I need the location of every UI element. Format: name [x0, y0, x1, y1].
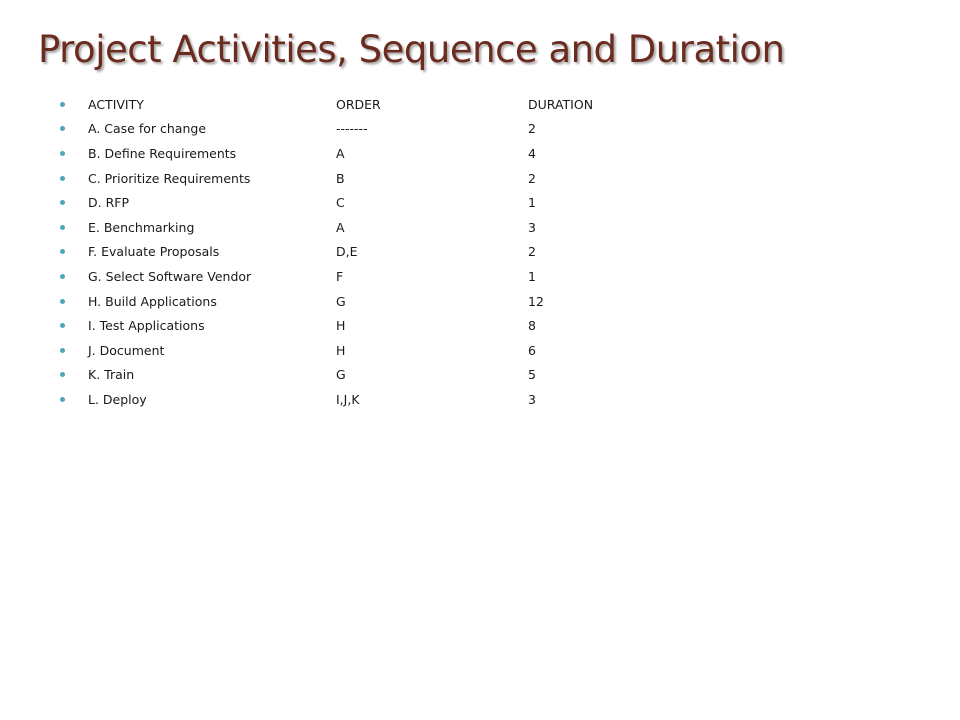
activity-name: J. Document [88, 342, 165, 358]
activity-name: L. Deploy [88, 391, 147, 407]
bullet-icon [60, 102, 65, 107]
header-order: ORDER [336, 96, 381, 112]
activity-order: I,J,K [336, 391, 360, 407]
activity-duration: 12 [528, 293, 544, 309]
activity-duration: 6 [528, 342, 536, 358]
bullet-icon [60, 348, 65, 353]
slide-title: Project Activities, Sequence and Duration [38, 28, 785, 71]
activity-duration: 3 [528, 219, 536, 235]
activity-duration: 2 [528, 121, 536, 137]
activity-name: I. Test Applications [88, 318, 205, 334]
activity-order: A [336, 219, 345, 235]
activity-name: E. Benchmarking [88, 219, 195, 235]
activity-order: B [336, 170, 345, 186]
bullet-icon [60, 225, 65, 230]
activity-name: D. RFP [88, 195, 129, 211]
bullet-icon [60, 372, 65, 377]
activity-duration: 1 [528, 268, 536, 284]
bullet-icon [60, 299, 65, 304]
activity-duration: 3 [528, 391, 536, 407]
activity-duration: 4 [528, 145, 536, 161]
activity-name: C. Prioritize Requirements [88, 170, 251, 186]
header-duration: DURATION [528, 96, 594, 112]
header-activity: ACTIVITY [88, 96, 144, 112]
activity-order: H [336, 342, 346, 358]
activity-duration: 8 [528, 318, 536, 334]
activity-order: H [336, 318, 346, 334]
bullet-icon [60, 323, 65, 328]
activity-duration: 2 [528, 170, 536, 186]
activity-order: ------- [336, 121, 368, 137]
activity-duration: 2 [528, 244, 536, 260]
activity-name: H. Build Applications [88, 293, 217, 309]
bullet-icon [60, 126, 65, 131]
activity-order: C [336, 195, 345, 211]
bullet-icon [60, 397, 65, 402]
bullet-icon [60, 249, 65, 254]
activity-order: A [336, 145, 345, 161]
activity-order: G [336, 367, 346, 383]
activity-order: F [336, 268, 344, 284]
activity-name: K. Train [88, 367, 135, 383]
activity-duration: 5 [528, 367, 536, 383]
bullet-icon [60, 200, 65, 205]
activity-order: G [336, 293, 346, 309]
activity-order: D,E [336, 244, 358, 260]
bullet-icon [60, 176, 65, 181]
activity-name: G. Select Software Vendor [88, 268, 252, 284]
bullet-icon [60, 274, 65, 279]
activity-duration: 1 [528, 195, 536, 211]
bullet-icon [60, 151, 65, 156]
activity-name: F. Evaluate Proposals [88, 244, 220, 260]
activity-name: A. Case for change [88, 121, 207, 137]
activity-name: B. Define Requirements [88, 145, 237, 161]
